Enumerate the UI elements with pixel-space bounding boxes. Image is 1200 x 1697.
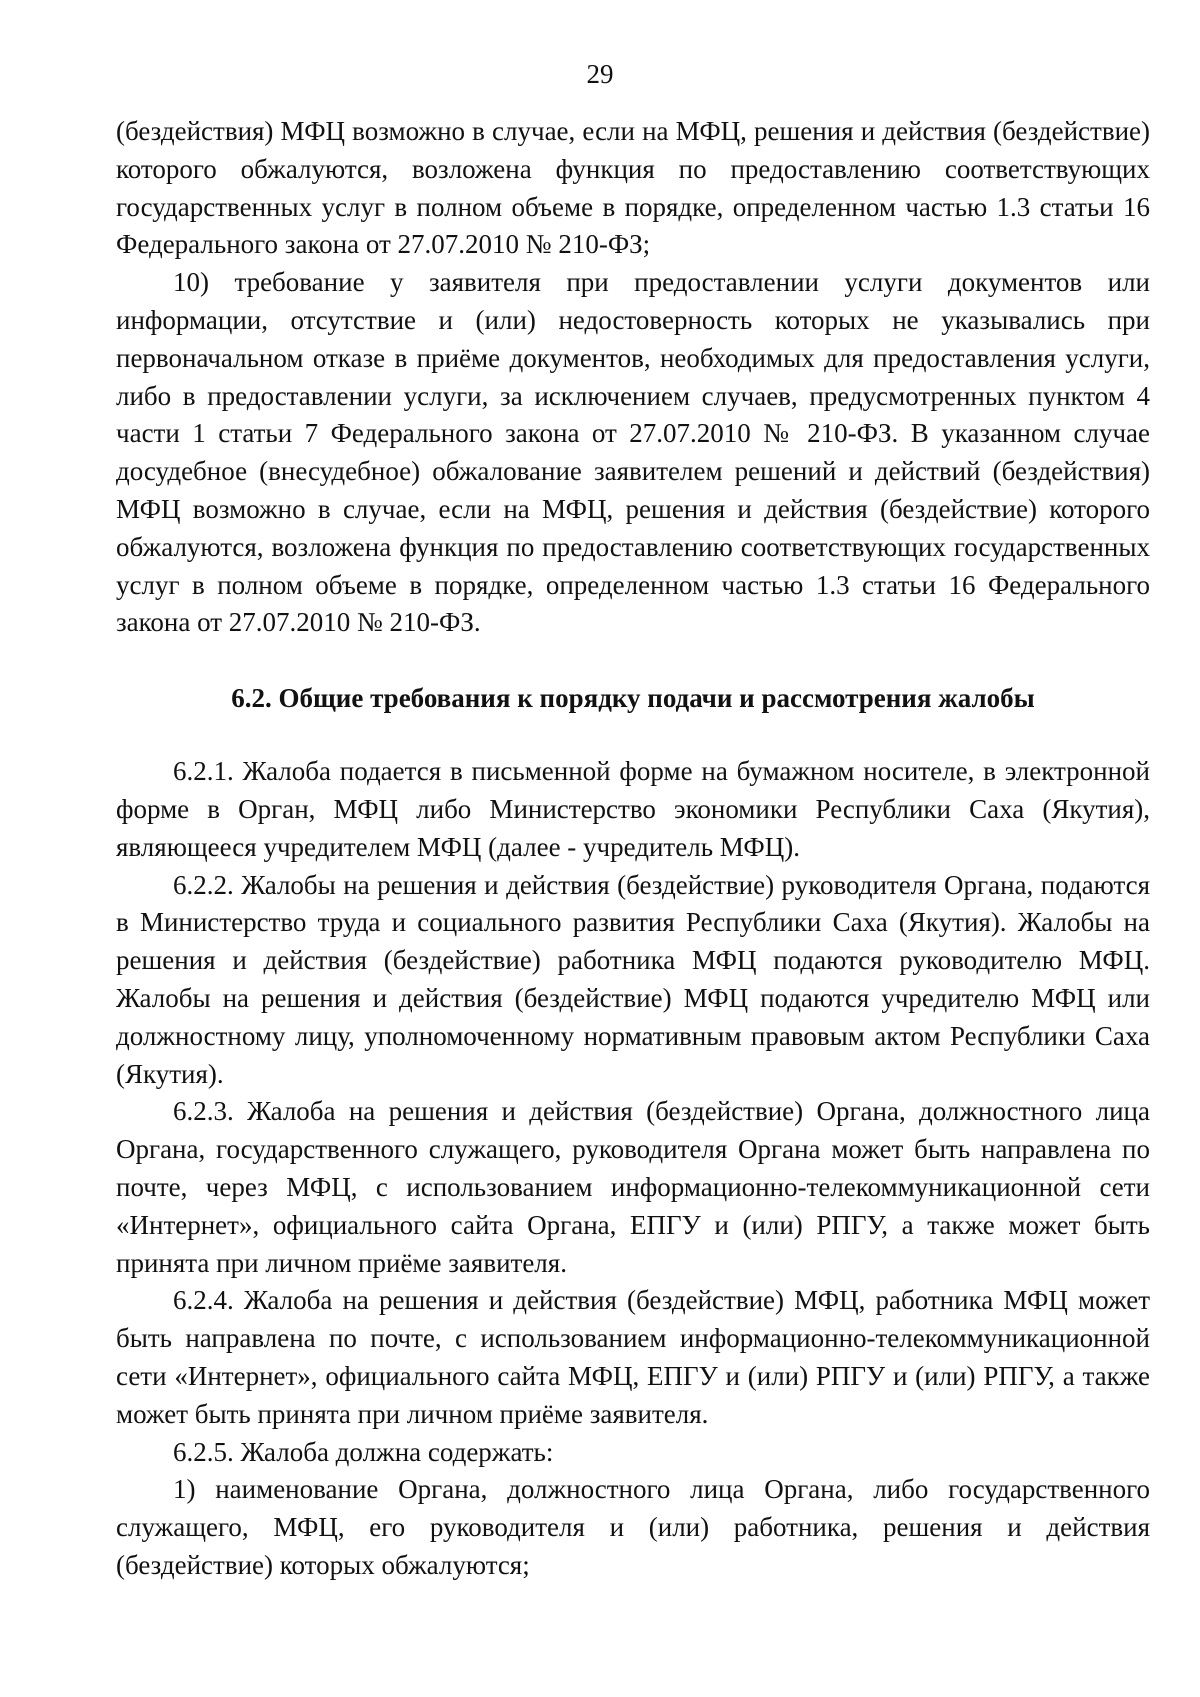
paragraph-6-2-1: 6.2.1. Жалоба подается в письменной форме на бумажном носителе, в электронной форме в Орган, МФЦ либо Министерство экономики Республики Саха (Якутия), являющееся учредителем МФЦ (далее - учредитель МФЦ). [116, 756, 1150, 862]
paragraph-6-2-5: 6.2.5. Жалоба должна содержать: [173, 1436, 554, 1467]
section-heading: 6.2. Общие требования к порядку подачи и рассмотрения жалобы [231, 683, 1035, 714]
paragraph-item-10: 10) требование у заявителя при предоставлении услуги документов или информации, отсутствие и (или) недостоверность которых не указывались при первоначальном отказе в приёме документов, необходимых для предоставления услуги, либо в предоставлении услуги, за исключением случаев, предусмотренных пунктом 4 части 1 статьи 7 Федерального закона от 27.07.2010 № 210-ФЗ. В указанном случае досудебное (внесудебное) обжалование заявителем решений и действий (бездействия) МФЦ возможно в случае, если на МФЦ, решения и действия (бездействие) которого обжалуются, возложена функция по предоставлению соответствующих государственных услуг в полном объеме в порядке, определенном частью 1.3 статьи 16 Федерального закона от 27.07.2010 № 210-ФЗ. [116, 267, 1150, 638]
paragraph-6-2-3: 6.2.3. Жалоба на решения и действия (бездействие) Органа, должностного лица Органа, государственного служащего, руководителя Органа может быть направлена по почте, через МФЦ, с использованием информационно-телекоммуникационной сети «Интернет», официального сайта Органа, ЕПГУ и (или) РПГУ, а также может быть принята при личном приёме заявителя. [116, 1096, 1150, 1278]
page-number: 29 [586, 59, 614, 89]
paragraph-continuation: (бездействия) МФЦ возможно в случае, если на МФЦ, решения и действия (бездействие) которого обжалуются, возложена функция по предоставлению соответствующих государственных услуг в полном объеме в порядке, определенном частью 1.3 статьи 16 Федерального закона от 27.07.2010 № 210-ФЗ; [116, 116, 1150, 260]
paragraph-6-2-2: 6.2.2. Жалобы на решения и действия (бездействие) руководителя Органа, подаются в Министерство труда и социального развития Республики Саха (Якутия). Жалобы на решения и действия (бездействие) работника МФЦ подаются руководителю МФЦ. Жалобы на решения и действия (бездействие) МФЦ подаются учредителю МФЦ или должностному лицу, уполномоченному нормативным правовым актом Республики Саха (Якутия). [116, 869, 1150, 1089]
paragraph-list-item-1: 1) наименование Органа, должностного лица Органа, либо государственного служащего, МФЦ, его руководителя и (или) работника, решения и действия (бездействие) которых обжалуются; [116, 1474, 1150, 1580]
paragraph-6-2-4: 6.2.4. Жалоба на решения и действия (бездействие) МФЦ, работника МФЦ может быть направлена по почте, с использованием информационно-телекоммуникационной сети «Интернет», официального сайта МФЦ, ЕПГУ и (или) РПГУ и (или) РПГУ, а также может быть принята при личном приёме заявителя. [116, 1285, 1150, 1429]
document-body [116, 113, 1150, 1585]
